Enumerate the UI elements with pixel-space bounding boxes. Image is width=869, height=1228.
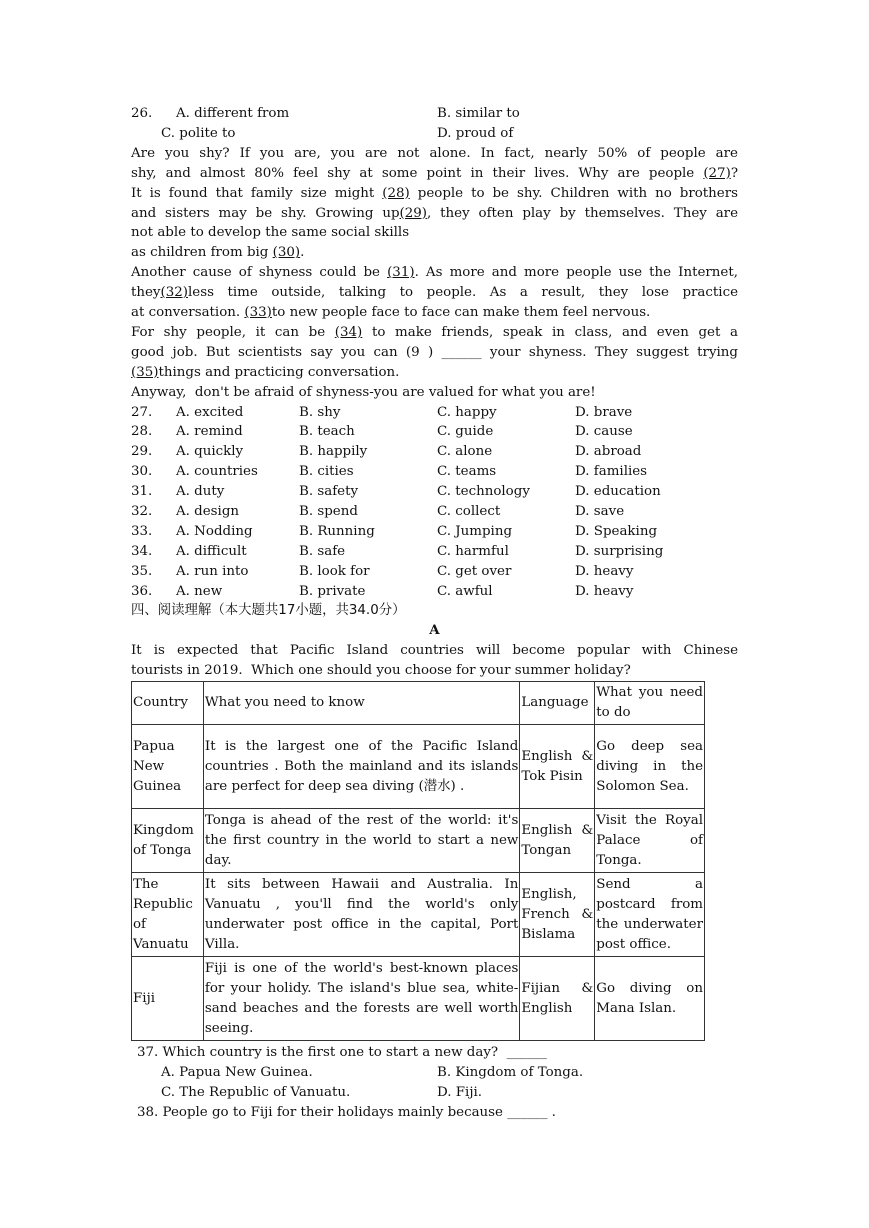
cell-country: Kingdom of Tonga xyxy=(132,809,204,873)
section-title: 四、阅读理解（本大题共17小题，共34.0分） xyxy=(131,603,406,619)
cell-country: Fiji xyxy=(132,957,204,1041)
cell-language: Fijian & English xyxy=(520,957,595,1041)
option-d: D. abroad xyxy=(575,444,642,460)
option-c: C. harmful xyxy=(437,543,509,559)
question-number: 32. xyxy=(131,504,153,520)
option-d: D. families xyxy=(575,464,648,480)
blank-27: (27) xyxy=(703,165,731,181)
option-b: B. private xyxy=(299,583,366,599)
question-37 xyxy=(131,1043,738,1123)
table-header: Language xyxy=(520,682,595,725)
option-c: C. alone xyxy=(437,444,493,460)
option-row xyxy=(131,502,738,522)
option-b: B. shy xyxy=(299,404,341,420)
option-a: A. difficult xyxy=(176,543,247,559)
intro-line: It is expected that Pacific Island countries will become popular with Chinese xyxy=(131,643,738,659)
option-c: C. The Republic of Vanuatu. xyxy=(161,1084,351,1100)
option-row xyxy=(131,422,738,442)
passage-line: For shy people, it can be (34) to make friends, speak in class, and even get a xyxy=(131,324,738,340)
blank-31: (31) xyxy=(387,265,415,281)
option-c: C. technology xyxy=(437,484,530,500)
option-a: A. run into xyxy=(176,563,249,579)
passage-line: Are you shy? If you are, you are not alone. In fact, nearly 50% of people are xyxy=(131,145,738,161)
blank-29: (29) xyxy=(399,205,428,221)
option-a: A. quickly xyxy=(176,444,244,460)
option-b: B. Running xyxy=(299,523,375,539)
option-row xyxy=(131,442,738,462)
cell-know: Fiji is one of the world's best-known places for your holidy. The island's blue sea, white-sand beaches and the forests are well worth seeing. xyxy=(203,957,519,1041)
question-number: 31. xyxy=(131,484,153,500)
option-c: C. happy xyxy=(437,404,497,420)
option-d: D. brave xyxy=(575,404,633,420)
passage-line: not able to develop the same social skills xyxy=(131,225,410,241)
cell-language: English, French & Bislama xyxy=(520,873,595,957)
passage-line: at conversation. (33)to new people face to face can make them feel nervous. xyxy=(131,305,651,321)
option-a: A. countries xyxy=(176,464,258,480)
blank-32: (32) xyxy=(160,285,188,301)
question-stem: 37. Which country is the first one to start a new day? ______ xyxy=(137,1045,547,1061)
blank-35: (35) xyxy=(131,364,159,380)
option-b: B. cities xyxy=(299,464,354,480)
cloze-passage xyxy=(131,144,738,403)
option-c: C. guide xyxy=(437,424,494,440)
option-c: C. get over xyxy=(437,563,512,579)
cell-country: Papua New Guinea xyxy=(132,725,204,809)
options-list xyxy=(131,403,738,602)
option-c: C. awful xyxy=(437,583,493,599)
passage-letter: A xyxy=(429,622,440,639)
option-row xyxy=(131,562,738,582)
option-b: B. spend xyxy=(299,504,358,520)
passage-line: they(32)less time outside, talking to people. As a result, they lose practice xyxy=(131,285,738,301)
option-d: D. surprising xyxy=(575,543,664,559)
blank-28: (28) xyxy=(382,185,410,201)
cell-know: Tonga is ahead of the rest of the world: it's the first country in the world to start a new day. xyxy=(203,809,519,873)
passage-line: and sisters may be shy. Growing up(29), they often play by themselves. They are xyxy=(131,205,738,221)
option-c: C. collect xyxy=(437,504,501,520)
option-b: B. happily xyxy=(299,444,368,460)
passage-line: (35)things and practicing conversation. xyxy=(131,364,400,380)
option-d: D. cause xyxy=(575,424,633,440)
option-a: A. duty xyxy=(176,484,225,500)
option-d: D. Speaking xyxy=(575,523,658,539)
option-c: C. polite to xyxy=(161,125,236,141)
cell-language: English & Tok Pisin xyxy=(520,725,595,809)
option-d: D. save xyxy=(575,504,625,520)
cell-language: English & Tongan xyxy=(520,809,595,873)
intro-line: tourists in 2019. Which one should you choose for your summer holiday? xyxy=(131,663,631,679)
cell-know: It sits between Hawaii and Australia. In Vanuatu , you'll find the world's only underwater post office in the capital, Port Villa. xyxy=(203,873,519,957)
option-d: D. proud of xyxy=(437,125,514,141)
option-row xyxy=(131,522,738,542)
question-number: 35. xyxy=(131,563,153,579)
table-header: What you need to do xyxy=(595,682,705,725)
option-d: D. heavy xyxy=(575,563,634,579)
option-a: A. design xyxy=(176,504,240,520)
cell-todo: Visit the Royal Palace of Tonga. xyxy=(595,809,705,873)
option-b: B. look for xyxy=(299,563,370,579)
question-number: 29. xyxy=(131,444,153,460)
question-number: 33. xyxy=(131,523,153,539)
option-d: D. Fiji. xyxy=(437,1084,483,1100)
option-b: B. safety xyxy=(299,484,359,500)
passage-line: It is found that family size might (28) people to be shy. Children with no brothers xyxy=(131,185,739,201)
option-a: A. new xyxy=(176,583,223,599)
option-row xyxy=(131,582,738,602)
question-38-stem: 38. People go to Fiji for their holidays mainly because ______ . xyxy=(137,1104,556,1120)
blank-34: (34) xyxy=(334,324,363,340)
blank-33: (33) xyxy=(244,305,272,321)
cell-todo: Go diving on Mana Islan. xyxy=(595,957,705,1041)
blank-30: (30) xyxy=(272,245,301,261)
exam-page xyxy=(131,104,738,1123)
option-b: B. similar to xyxy=(437,106,520,121)
question-number: 36. xyxy=(131,583,153,599)
islands-table xyxy=(131,681,705,1041)
option-d: D. heavy xyxy=(575,583,634,599)
option-d: D. education xyxy=(575,484,661,500)
option-a: A. remind xyxy=(176,424,243,440)
option-b: B. safe xyxy=(299,543,346,559)
passage-line: shy, and almost 80% feel shy at some point in their lives. Why are people (27)? xyxy=(131,165,738,181)
question-number: 26. xyxy=(131,106,153,121)
passage-line: as children from big (30). xyxy=(131,245,305,261)
table-header-row xyxy=(132,682,705,725)
passage-line: Another cause of shyness could be (31). As more and more people use the Internet, xyxy=(131,265,738,281)
question-number: 28. xyxy=(131,424,153,440)
option-b: B. teach xyxy=(299,424,355,440)
table-row xyxy=(132,725,705,809)
option-row xyxy=(131,542,738,562)
table-header: What you need to know xyxy=(203,682,519,725)
option-c: C. teams xyxy=(437,464,497,480)
passage-line: Anyway, don't be afraid of shyness-you are valued for what you are! xyxy=(131,384,596,400)
option-a: A. Nodding xyxy=(176,523,253,539)
question-26-row2 xyxy=(131,124,738,144)
option-a: A. excited xyxy=(176,404,244,420)
question-number: 30. xyxy=(131,464,153,480)
option-b: B. Kingdom of Tonga. xyxy=(437,1065,584,1080)
option-a: A. different from xyxy=(176,106,290,121)
cell-todo: Send a postcard from the underwater post office. xyxy=(595,873,705,957)
cell-know: It is the largest one of the Pacific Island countries . Both the mainland and its islands are perfect for deep sea diving (潜水) . xyxy=(203,725,519,809)
table-row xyxy=(132,873,705,957)
option-a: A. Papua New Guinea. xyxy=(161,1065,313,1080)
question-26-row1 xyxy=(131,104,738,124)
passage-line: good job. But scientists say you can (9 ) ______ your shyness. They suggest trying xyxy=(131,344,738,360)
option-row xyxy=(131,462,738,482)
table-header: Country xyxy=(132,682,204,725)
cell-todo: Go deep sea diving in the Solomon Sea. xyxy=(595,725,705,809)
option-c: C. Jumping xyxy=(437,523,513,539)
cell-country: The Republic of Vanuatu xyxy=(132,873,204,957)
option-row xyxy=(131,482,738,502)
question-number: 34. xyxy=(131,543,153,559)
question-number: 27. xyxy=(131,404,153,420)
table-row xyxy=(132,957,705,1041)
table-row xyxy=(132,809,705,873)
option-row xyxy=(131,403,738,423)
